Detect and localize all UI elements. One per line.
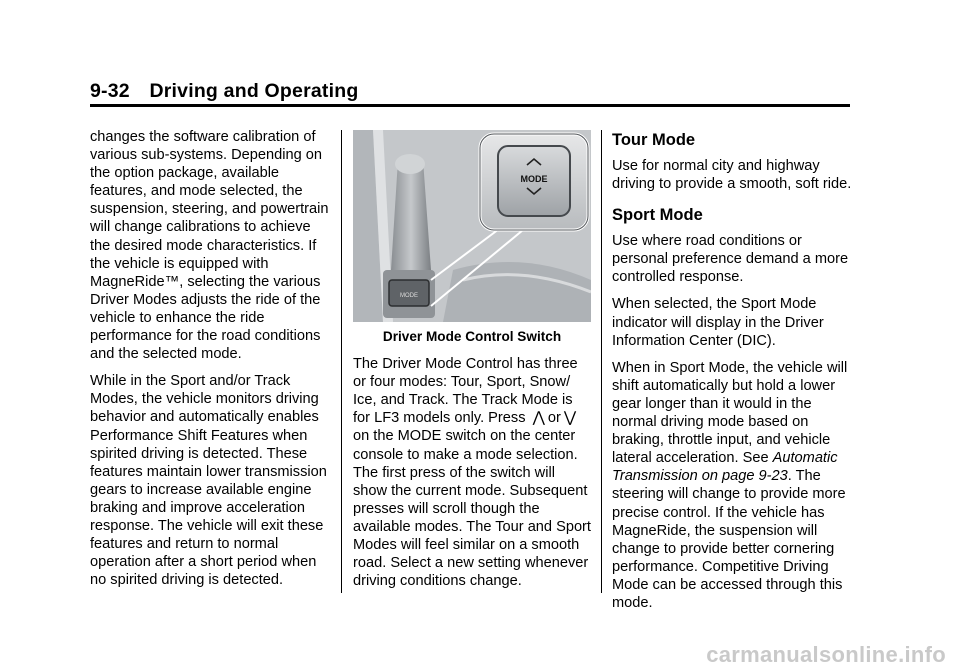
column-1 bbox=[90, 128, 332, 598]
body-paragraph: changes the software calibration of various sub-systems. Depending on the option package, available features, and mode selected, the suspension, steering, and powertrain will change calibrations to achieve the desired mode characteristics. If the vehicle is equipped with MagneRide™, selecting the various Driver Modes adjusts the ride of the vehicle to enhance the ride performance for the road conditions and the selected mode. bbox=[90, 129, 329, 363]
text-run: on the MODE switch on the center console to make a mode selection. The first press of the switch will show the current mode. Subsequent presses will scroll though the available modes. The Tour and Sport Modes will feel similar on a smooth road. Select a new setting whenever driving conditions change. bbox=[353, 428, 591, 590]
heading-sport-mode: Sport Mode bbox=[612, 206, 703, 225]
console-illustration bbox=[353, 130, 591, 322]
body-paragraph: Use for normal city and highway driving to provide a smooth, soft ride. bbox=[612, 158, 852, 193]
watermark: carmanualsonline.info bbox=[706, 642, 946, 667]
driver-mode-switch-figure bbox=[353, 130, 591, 322]
column-divider-2 bbox=[601, 130, 602, 593]
column-divider-1 bbox=[341, 130, 342, 593]
text-run: When in Sport Mode, the vehicle will shift automatically but hold a lower gear longer than it would in the normal driving mode based on braking, throttle input, and vehicle lateral acceleration. See bbox=[612, 359, 848, 467]
body-paragraph: When selected, the Sport Mode indicator will display in the Driver Information Center (DIC). bbox=[612, 296, 824, 349]
heading-tour-mode: Tour Mode bbox=[612, 131, 696, 149]
up-arrow-icon: ⋀ bbox=[532, 409, 545, 427]
down-arrow-icon: ⋁ bbox=[563, 409, 577, 427]
text-run: . The steering will change to provide more precise control. If the vehicle has MagneRide, the suspension will change to provide better cornering performance. Competitive Driving Mode can be accessed through this mode. bbox=[612, 468, 846, 611]
body-paragraph bbox=[612, 359, 857, 612]
section-title: Driving and Operating bbox=[149, 80, 359, 102]
mode-button-label: MODE bbox=[520, 174, 548, 184]
cross-reference-link[interactable]: Automatic Transmission on page 9-23 bbox=[612, 450, 838, 485]
small-mode-label: MODE bbox=[400, 293, 418, 299]
header-rule bbox=[90, 104, 850, 107]
text-run: The Driver Mode Control has three or four modes: Tour, Sport, Snow/ Ice, and Track. The Track Mode is for LF3 models only. Press bbox=[353, 356, 578, 427]
page-header bbox=[90, 80, 358, 103]
body-paragraph: While in the Sport and/or Track Modes, the vehicle monitors driving behavior and automatically enables Performance Shift Features when spirited driving is detected. These features maintain lower transmission gears to increase available engine braking and improve acceleration response. The vehicle will exit these features and return to normal operation after a short period when no spirited driving is detected. bbox=[90, 373, 327, 589]
column-3 bbox=[612, 130, 857, 621]
body-paragraph bbox=[353, 355, 591, 590]
column-2 bbox=[353, 130, 591, 599]
page-number: 9-32 bbox=[90, 80, 130, 102]
text-run: or bbox=[547, 410, 561, 427]
body-paragraph: Use where road conditions or personal preference demand a more controlled response. bbox=[612, 233, 849, 286]
figure-caption: Driver Mode Control Switch bbox=[382, 329, 562, 344]
